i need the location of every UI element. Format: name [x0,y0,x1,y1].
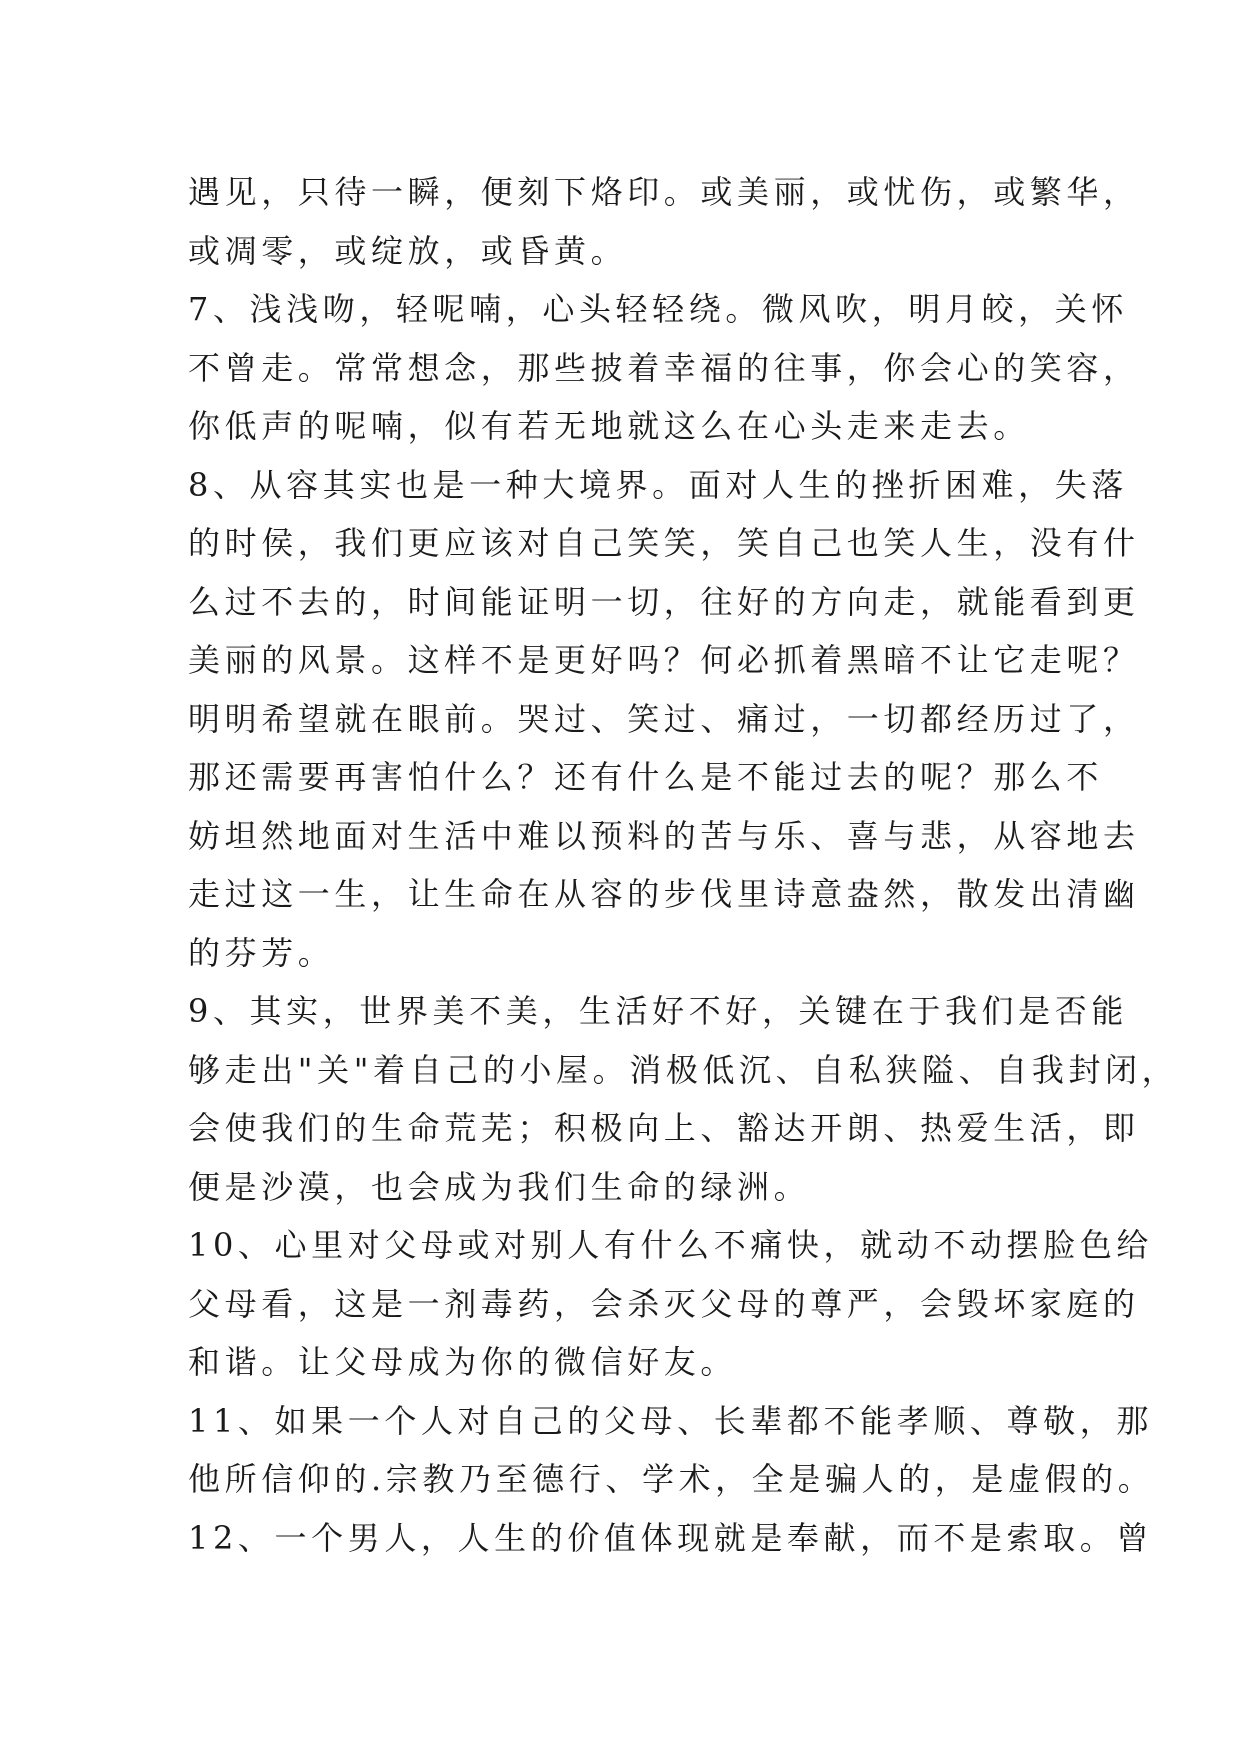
text-line: 么过不去的，时间能证明一切，往好的方向走，就能看到更 [188,582,1140,621]
text-line: 明明希望就在眼前。哭过、笑过、痛过，一切都经历过了， [188,699,1140,738]
text-line: 会使我们的生命荒芜；积极向上、豁达开朗、热爱生活，即 [188,1109,1140,1147]
text-line: 或凋零，或绽放，或昏黄。 [188,231,628,270]
text-line: 他所信仰的.宗教乃至德行、学术，全是骗人的，是虚假的。 [188,1460,1155,1498]
text-line: 7、浅浅吻，轻呢喃，心头轻轻绕。微风吹，明月皎，关怀 [188,290,1128,328]
text-line: 12、一个男人，人生的价值体现就是奉献，而不是索取。曾 [188,1518,1153,1557]
text-line: 11、如果一个人对自己的父母、长辈都不能孝顺、尊敬，那 [188,1401,1153,1440]
text-line: 你低声的呢喃，似有若无地就这么在心头走来走去。 [188,407,1030,445]
text-line: 美丽的风景。这样不是更好吗？何必抓着黑暗不让它走呢？ [188,641,1140,679]
text-line: 10、心里对父母或对别人有什么不痛快，就动不动摆脸色给 [188,1226,1153,1264]
text-line: 够走出"关"着自己的小屋。消极低沉、自私狭隘、自我封闭， [188,1050,1179,1089]
text-line: 和谐。让父母成为你的微信好友。 [188,1343,738,1381]
text-line: 遇见，只待一瞬，便刻下烙印。或美丽，或忧伤，或繁华， [188,173,1140,211]
text-line: 走过这一生，让生命在从容的步伐里诗意盎然，散发出清幽 [188,875,1140,913]
text-line: 不曾走。常常想念，那些披着幸福的往事，你会心的笑容， [188,348,1140,387]
document-body [188,163,1179,1567]
text-line: 便是沙漠，也会成为我们生命的绿洲。 [188,1167,811,1206]
text-line: 妨坦然地面对生活中难以预料的苦与乐、喜与悲，从容地去 [188,816,1140,855]
text-line: 8、从容其实也是一种大境界。面对人生的挫折困难，失落 [188,465,1128,504]
text-line: 的时侯，我们更应该对自己笑笑，笑自己也笑人生，没有什 [188,524,1140,562]
text-line: 的芬芳。 [188,933,335,972]
text-line: 9、其实，世界美不美，生活好不好，关键在于我们是否能 [188,992,1128,1030]
text-line: 父母看，这是一剂毒药，会杀灭父母的尊严，会毁坏家庭的 [188,1284,1140,1323]
text-line: 那还需要再害怕什么？还有什么是不能过去的呢？那么不 [188,758,1104,796]
